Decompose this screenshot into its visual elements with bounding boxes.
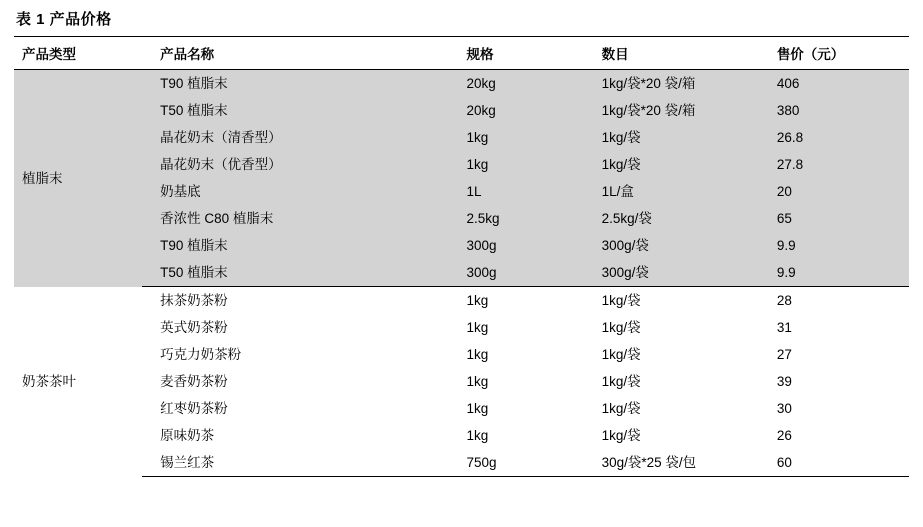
table-row [14, 232, 909, 259]
price-cell: 26 [773, 422, 909, 449]
table-row [14, 422, 909, 449]
quantity-cell: 1kg/袋 [598, 395, 773, 422]
table-row [14, 178, 909, 205]
product-name-cell: T50 植脂末 [142, 259, 462, 287]
price-cell: 20 [773, 178, 909, 205]
table-title: 表 1 产品价格 [16, 11, 112, 28]
spec-cell: 1kg [462, 368, 597, 395]
spec-cell: 300g [462, 232, 597, 259]
spec-cell: 2.5kg [462, 205, 597, 232]
quantity-cell: 2.5kg/袋 [598, 205, 773, 232]
table-row [14, 287, 909, 315]
product-type-cell: 植脂末 [14, 70, 142, 287]
table-row [14, 70, 909, 98]
column-header-product-name: 产品名称 [142, 37, 462, 70]
quantity-cell: 300g/袋 [598, 232, 773, 259]
price-cell: 60 [773, 449, 909, 477]
product-name-cell: 晶花奶末（清香型） [142, 124, 462, 151]
price-cell: 30 [773, 395, 909, 422]
column-header-product-type: 产品类型 [14, 37, 142, 70]
table-header [14, 37, 909, 70]
spec-cell: 1kg [462, 287, 597, 315]
spec-cell: 1kg [462, 395, 597, 422]
product-name-cell: 麦香奶茶粉 [142, 368, 462, 395]
quantity-cell: 1kg/袋*20 袋/箱 [598, 97, 773, 124]
product-name-cell: 奶基底 [142, 178, 462, 205]
spec-cell: 1L [462, 178, 597, 205]
spec-cell: 1kg [462, 422, 597, 449]
quantity-cell: 1kg/袋 [598, 341, 773, 368]
price-cell: 406 [773, 70, 909, 98]
quantity-cell: 30g/袋*25 袋/包 [598, 449, 773, 477]
price-cell: 65 [773, 205, 909, 232]
column-header-price: 售价（元） [773, 37, 909, 70]
table-row [14, 368, 909, 395]
product-name-cell: T90 植脂末 [142, 70, 462, 98]
product-name-cell: 巧克力奶茶粉 [142, 341, 462, 368]
column-header-quantity: 数目 [598, 37, 773, 70]
price-cell: 39 [773, 368, 909, 395]
price-cell: 380 [773, 97, 909, 124]
quantity-cell: 1kg/袋 [598, 151, 773, 178]
table-row [14, 395, 909, 422]
price-cell: 27.8 [773, 151, 909, 178]
quantity-cell: 300g/袋 [598, 259, 773, 287]
price-cell: 28 [773, 287, 909, 315]
spec-cell: 1kg [462, 124, 597, 151]
spec-cell: 1kg [462, 151, 597, 178]
product-name-cell: 抹茶奶茶粉 [142, 287, 462, 315]
quantity-cell: 1kg/袋 [598, 422, 773, 449]
quantity-cell: 1kg/袋*20 袋/箱 [598, 70, 773, 98]
quantity-cell: 1kg/袋 [598, 124, 773, 151]
product-type-cell: 奶茶茶叶 [14, 287, 142, 477]
table-header-row [14, 37, 909, 70]
spec-cell: 1kg [462, 314, 597, 341]
product-name-cell: 锡兰红茶 [142, 449, 462, 477]
product-name-cell: 原味奶茶 [142, 422, 462, 449]
product-price-table [14, 36, 909, 477]
table-row [14, 151, 909, 178]
table-row [14, 259, 909, 287]
price-cell: 27 [773, 341, 909, 368]
table-body [14, 70, 909, 477]
column-header-spec: 规格 [462, 37, 597, 70]
price-cell: 26.8 [773, 124, 909, 151]
quantity-cell: 1kg/袋 [598, 314, 773, 341]
product-name-cell: 英式奶茶粉 [142, 314, 462, 341]
product-name-cell: 香浓性 C80 植脂末 [142, 205, 462, 232]
product-name-cell: T90 植脂末 [142, 232, 462, 259]
quantity-cell: 1L/盒 [598, 178, 773, 205]
product-name-cell: 晶花奶末（优香型） [142, 151, 462, 178]
spec-cell: 750g [462, 449, 597, 477]
price-cell: 9.9 [773, 232, 909, 259]
quantity-cell: 1kg/袋 [598, 287, 773, 315]
table-row [14, 449, 909, 477]
price-cell: 31 [773, 314, 909, 341]
table-row [14, 341, 909, 368]
spec-cell: 300g [462, 259, 597, 287]
table-row [14, 97, 909, 124]
product-name-cell: T50 植脂末 [142, 97, 462, 124]
table-row [14, 205, 909, 232]
product-name-cell: 红枣奶茶粉 [142, 395, 462, 422]
table-row [14, 124, 909, 151]
quantity-cell: 1kg/袋 [598, 368, 773, 395]
table-row [14, 314, 909, 341]
spec-cell: 20kg [462, 70, 597, 98]
price-cell: 9.9 [773, 259, 909, 287]
spec-cell: 1kg [462, 341, 597, 368]
spec-cell: 20kg [462, 97, 597, 124]
